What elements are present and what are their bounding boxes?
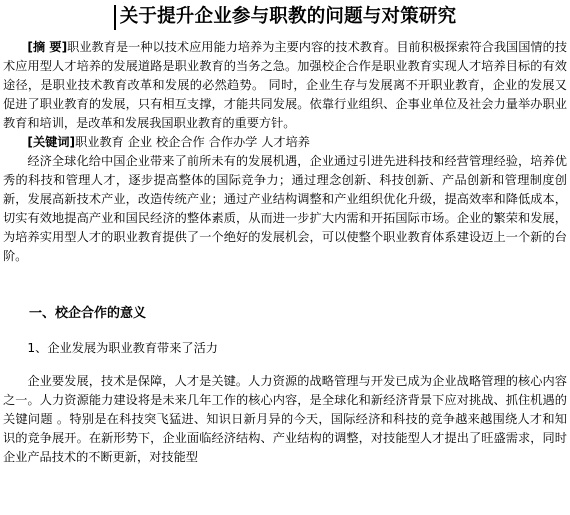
keywords-paragraph xyxy=(3,133,567,152)
intro-paragraph: 经济全球化给中国企业带来了前所未有的发展机遇，企业通过引进先进科技和经营管理经验，培养优秀的科技和管理人才，逐步提高整体的国际竞争力；通过理念创新、科技创新、产品创新和管理制度创新，发展高新技术产业，改造传统产业；通过产业结构调整和产业组织优化升级，提高效率和降低成本，切实有效地提高产业和国民经济的整体素质，从而进一步扩大内需和开拓国际市场。企业的繁荣和发展，为培养实用型人才的职业教育提供了一个绝好的发展机会，可以使整个职业教育体系建设迈上一个新的台阶。 xyxy=(3,154,567,263)
document-title xyxy=(114,4,457,30)
abstract-label: [摘 要] xyxy=(27,40,68,54)
section-paragraph: 企业要发展，技术是保障，人才是关键。人力资源的战略管理与开发已成为企业战略管理的核心内容之一。人力资源能力建设将是未来几年工作的核心内容，是全球化和新经济背景下应对挑战、抓住机遇的关键问题 。特别是在科技突飞猛进、知识日新月异的今天，国际经济和科技的竞争越来越围绕人才和知识的竞争展开。在新形势下，企业面临经济结构、产业结构的调整，对技能型人才提出了旺盛需求，同时企业产品技术的不断更新，对技能型 xyxy=(3,374,567,464)
title-area xyxy=(0,4,570,30)
section-heading: 一、校企合作的意义 xyxy=(29,306,147,321)
text-cursor xyxy=(114,5,116,30)
abstract-paragraph xyxy=(3,38,567,133)
document-body xyxy=(3,38,567,467)
keywords-text: 职业教育 企业 校企合作 合作办学 人才培养 xyxy=(75,135,310,149)
abstract-text: 职业教育是一种以技术应用能力培养为主要内容的技术教育。目前积极探索符合我国国情的技术应用型人才培养的发展道路是职业教育的当务之急。加强校企合作是职业教育实现人才培养目标的有效途径，是职业技术教育改革和发展的必然趋势。 同时，企业生存与发展离不开职业教育，企业的发展又促进了职业教育的发展，只有相互支撑，才能共同发展。依靠行业组织、企事业单位及社会力量举办职业教育和培训，是改革和发展我国职业教育的重要方针。 xyxy=(3,40,568,130)
keywords-label: [关键词] xyxy=(27,135,76,149)
document-title-text: 关于提升企业参与职教的问题与对策研究 xyxy=(119,6,457,27)
section-subheading: 1、企业发展为职业教育带来了活力 xyxy=(27,341,218,355)
